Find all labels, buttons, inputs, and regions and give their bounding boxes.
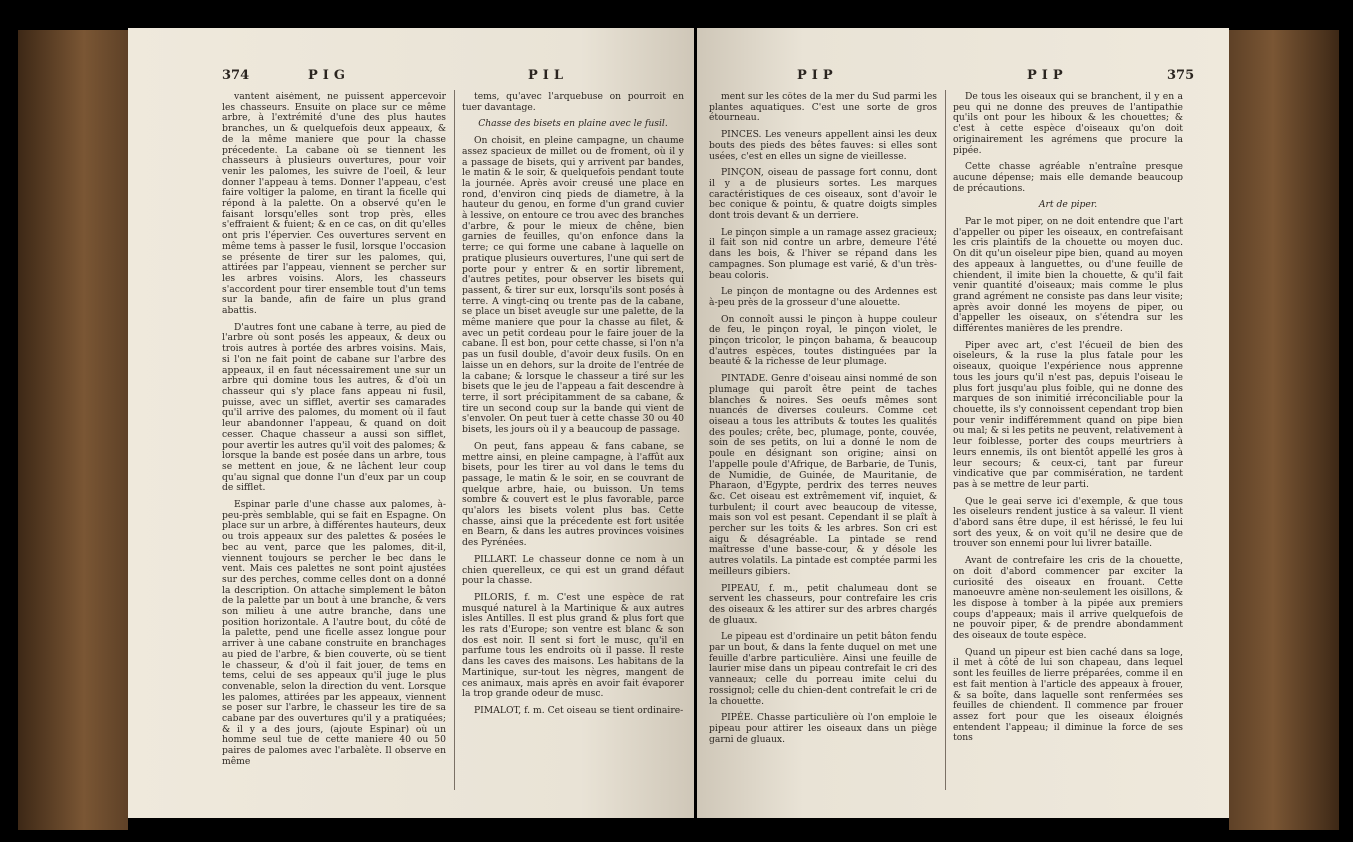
paragraph: Que le geai serve ici d'exemple, & que tous les oiseleurs rendent justice à sa valeur. Il vient d'abord sans être dupe, il est hérissé, le feu lui sort des yeux, & on voit qu'il ne desire que de trouver son ennemi pour lui livrer bataille. [953, 495, 1183, 550]
paragraph: Avant de contrefaire les cris de la chouette, on doit d'abord commencer par exciter la curiosité des oiseaux en frouant. Cette manoeuvre amène non-seulement les oisillons, & les dispose à tomber à la pipée aux premiers coups d'appeaux; mais il arrive quelquefois de ne pouvoir piper, & de prendre abondamment des oiseaux de toute espèce. [953, 555, 1183, 642]
paragraph: Piper avec art, c'est l'écueil de bien des oiseleurs, & la ruse la plus fatale pour les oiseaux, quoique l'expérience nous apprenne tous les jours qu'il n'est pas, depuis l'oiseau le plus fort jusqu'au plus foible, qui ne donne des marques de son inimitié irréconciliable pour la chouette, ils s'y connoissent cependant trop bien pour venir indifféremment quand on pipe bien ou mal; & si les petits ne peuvent, relativement à leur foiblesse, porter des coups meurtriers à leurs ennemis, ils ont bientôt appellé les gros à leur secours; & ceux-ci, tant par fureur vindicative que par commisération, ne tardent pas à se mettre de leur parti. [953, 339, 1183, 490]
paragraph: Le pinçon de montagne ou des Ardennes est à-peu près de la grosseur d'une alouette. [709, 286, 937, 308]
paragraph: vantent aisément, ne puissent appercevoir les chasseurs. Ensuite on place sur ce même arbre, à l'extrémité d'une des plus hautes branches, un & quelquefois deux appeaux, & de la même maniere que pour la chasse précedente. La cabane où se tiennent les chasseurs à plusieurs ouvertures, pour voir venir les palomes, les suivre de l'oeil, & leur donner l'appeau à tems. Donner l'appeau, c'est faire voltiger la palome, en tirant la ficelle qui répond à la palette. On a observé qu'en le faisant lorsqu'elles sont trop près, elles s'effraient & fuient; & en ce cas, on dit qu'elles ont pris l'épervier. Ces ouvertures servent en même tems à passer le fusil, lorsque l'occasion se présente de tirer sur les palomes, qui, attirées par l'appeau, viennent se percher sur les arbres voisins. Alors, les chasseurs s'accordent pour tirer ensemble tout d'un tems sur la bande, afin de faire un plus grand abattis. [222, 92, 446, 317]
paragraph: PINTADE. Genre d'oiseau ainsi nommé de son plumage qui paroît être peint de taches blanches & noires. Ses oeufs mêmes sont nuancés de diverses couleurs. Comme cet oiseau a tous les attributs & toutes les qualités des poules; crête, bec, plumage, ponte, couvée, soin de ses petits, on lui a donné le nom de poule en désignant son origine; ainsi on l'appelle poule d'Afrique, de Barbarie, de Tunis, de Numidie, de Guinée, de Mauritanie, de Pharaon, d'Egypte, perdrix des terres neuves &c. Cet oiseau est extrêmement vif, inquiet, & turbulent; il court avec beaucoup de vitesse, mais son vol est pesant. Cependant il se plaît à percher sur les toits & les arbres. Son cri est aigu & désagréable. La pintade se rend maîtresse d'une basse-cour, & y désole les autres volatils. La pintade est comptée parmi les meilleurs gibiers. [709, 373, 937, 577]
running-header-left: PIG [308, 68, 350, 83]
paragraph: On peut, fans appeau & fans cabane, se mettre ainsi, en pleine campagne, à l'affût aux bisets, pour les tirer au vol dans le tems du passage, le matin & le soir, en se couvrant de quelque arbre, haie, ou buisson. Un tems sombre & couvert est le plus favorable, parce qu'alors les bisets volent plus bas. Cette chasse, ainsi que la précedente est fort usitée en Bearn, & dans les autres provinces voisines des Pyrénées. [462, 440, 684, 549]
paragraph: De tous les oiseaux qui se branchent, il y en a peu qui ne donne des preuves de l'antipathie qu'ils ont pour les hiboux & les chouettes; & c'est à cette espèce d'oiseaux qu'on doit originairement les agrémens que procure la pipée. [953, 92, 1183, 156]
column-rule [454, 90, 455, 790]
right-cover-edge [1229, 30, 1339, 830]
paragraph: PINÇON, oiseau de passage fort connu, dont il y a de plusieurs sortes. Les marques caractéristiques de ces oiseaux, sont d'avoir le bec conique & pointu, & quatre doigts simples dont trois devant & un derriere. [709, 167, 937, 222]
paragraph: Cette chasse agréable n'entraîne presque aucune dépense; mais elle demande beaucoup de précautions. [953, 161, 1183, 194]
paragraph: PINCES. Les veneurs appellent ainsi les deux bouts des pieds des bêtes fauves: si elles sont usées, c'est en elles un signe de vieillesse. [709, 129, 937, 162]
paragraph: Le pipeau est d'ordinaire un petit bâton fendu par un bout, & dans la fente duquel on met une feuille d'arbre particulière. Ainsi une feuille de laurier mise dans un pipeau contrefait le cri des vanneaux; celle du porreau imite celui du rossignol; celle du chien-dent contrefait le cri de la chouette. [709, 631, 937, 707]
paragraph: Le pinçon simple a un ramage assez gracieux; il fait son nid contre un arbre, demeure l'été dans les bois, & l'hiver se répand dans les campagnes. Son plumage est varié, & d'un très-beau coloris. [709, 226, 937, 281]
paragraph: tems, qu'avec l'arquebuse on pourroit en tuer davantage. [462, 92, 684, 113]
column-rule [945, 90, 946, 790]
paragraph: ment sur les côtes de la mer du Sud parmi les plantes aquatiques. C'est une sorte de gros étourneau. [709, 92, 937, 124]
paragraph: Par le mot piper, on ne doit entendre que l'art d'appeller ou piper les oiseaux, en contrefaisant les cris plaintifs de la chouette ou moyen duc. On dit qu'un oiseleur pipe bien, quand au moyen des appeaux à languettes, ou d'une feuille de chiendent, il imite bien la chouette, & qu'il fait venir quantité d'oiseaux; mais comme le plus grand agrément ne consiste pas dans leur visite; après avoir donné les moyens de piper, ou d'appeller les oiseaux, on s'étendra sur les différentes manières de les prendre. [953, 216, 1183, 335]
paragraph: D'autres font une cabane à terre, au pied de l'arbre où sont posés les appeaux, & deux ou trois autres à portée des arbres voisins. Mais, si l'on ne fait point de cabane sur l'arbre des appeaux, il en faut nécessairement une sur un arbre qui domine tous les autres, & d'où un chasseur qui s'y place fans appeau ni fusil, puisse, avec un sifflet, avertir ses camarades qu'il arrive des palomes, du moment où il faut leur abandonner l'appeau, & quand on doit cesser. Chaque chasseur a aussi son sifflet, pour avertir les autres qu'il voit des palomes; & lorsque la bande est posée dans un arbre, tous se mettent en joue, & ne lâchent leur coup qu'au signal que donne l'un d'eux par un coup de sifflet. [222, 321, 446, 494]
running-header-left: PIP [797, 68, 838, 83]
left-cover-edge [18, 30, 128, 830]
paragraph: On choisit, en pleine campagne, un chaume assez spacieux de millet ou de froment, où il y a passage de bisets, qui y arrivent par bandes, le matin & le soir, & quelquefois pendant toute la journée. Après avoir creusé une place en rond, d'environ cinq pieds de diametre, à la hauteur du genou, en forme d'un grand cuvier à lessive, on entoure ce trou avec des branches d'arbre, & pour le mieux de chêne, bien garnies de feuilles, qu'on enfonce dans la terre; ce qui forme une cabane à laquelle on pratique plusieurs ouvertures, l'une qui sert de porte pour y entrer & en sortir librement, d'autres petites, pour observer les bisets qui passent, & tirer sur eux, lorsqu'ils sont posés à terre. A vingt-cinq ou trente pas de la cabane, se place un biset aveugle sur une palette, de la même maniere que pour la chasse au filet, & avec un petit cordeau pour le faire jouer de la cabane. Il est bon, pour cette chasse, si l'on n'a pas un fusil double, d'avoir deux fusils. On en laisse un en dehors, sur la droite de l'entrée de la cabane; & lorsque le chasseur a tiré sur les bisets que le jeu de l'appeau a fait descendre à terre, il sort précipitamment de sa cabane, & tire un second coup sur la bande qui vient de s'envoler. On peut tuer à cette chasse 30 ou 40 bisets, les jours où il y a beaucoup de passage. [462, 135, 684, 436]
paragraph: PIPEAU, f. m., petit chalumeau dont se servent les chasseurs, pour contrefaire les cris des oiseaux & les attirer sur des arbres chargés de gluaux. [709, 582, 937, 626]
right-page-column-2 [953, 92, 1183, 792]
running-header-right: PIL [528, 68, 568, 83]
page-number-left: 374 [222, 68, 250, 83]
paragraph: PIMALOT, f. m. Cet oiseau se tient ordinaire- [474, 704, 684, 716]
right-page [697, 28, 1229, 818]
paragraph: PILORIS, f. m. C'est une espèce de rat musqué naturel à la Martinique & aux autres isles Antilles. Il est plus grand & plus fort que les rats d'Europe; son ventre est blanc & son dos est noir. Il sent si fort le musc, qu'il en parfume tous les endroits où il passe. Il reste dans les caves des maisons. Les habitans de la Martinique, sur-tout les nègres, mangent de ces animaux, mais après en avoir fait évaporer la trop grande odeur de musc. [462, 591, 684, 700]
left-page-column-2 [462, 92, 684, 792]
section-heading: Art de piper. [1038, 199, 1098, 211]
right-page-column-1 [709, 92, 937, 792]
page-number-right: 375 [1167, 68, 1195, 83]
running-header-right: PIP [1027, 68, 1068, 83]
left-page [128, 28, 694, 818]
paragraph: PIPÉE. Chasse particulière où l'on emploie le pipeau pour attirer les oiseaux dans un piège garni de gluaux. [709, 712, 937, 745]
paragraph: PILLART. Le chasseur donne ce nom à un chien querelleux, ce qui est un grand défaut pour la chasse. [462, 553, 684, 587]
left-page-column-1 [222, 92, 446, 792]
paragraph: Espinar parle d'une chasse aux palomes, à-peu-près semblable, qui se fait en Espagne. On place sur un arbre, à différentes hauteurs, deux ou trois appeaux sur des palettes & posées le bec au vent, parce que les palomes, dit-il, viennent toujours se percher le bec dans le vent. Mais ces palettes ne sont point ajustées sur des perches, comme celles dont on a donné la description. On attache simplement le bâton de la palette par un bout à une branche, & vers son milieu à une autre branche, dans une position horizontale. A l'autre bout, du côté de la palette, pend une ficelle assez longue pour arriver à une cabane construite en branchages au pied de l'arbre, & bien couverte, où se tient le chasseur, & d'où il fait jouer, de tems en tems, celui de ses appeaux qu'il juge le plus convenable, selon la direction du vent. Lorsque les palomes, attirées par les appeaux, viennent se poser sur l'arbre, le chasseur les tire de sa cabane par des ouvertures qu'il y a pratiquées; & il y a des jours, (ajoute Espinar) où un homme seul tue de cette maniere 40 ou 50 paires de palomes avec l'arbalète. Il observe en même [222, 499, 446, 767]
paragraph: On connoît aussi le pinçon à huppe couleur de feu, le pinçon royal, le pinçon violet, le pinçon tricolor, le pinçon bahama, & beaucoup d'autres espèces, toutes distinguées par la beauté & la richesse de leur plumage. [709, 313, 937, 368]
section-heading: Chasse des bisets en plaine avec le fusil. [478, 118, 668, 130]
paragraph: Quand un pipeur est bien caché dans sa loge, il met à côté de lui son chapeau, dans lequel sont les feuilles de lierre préparées, comme il en est fait mention à l'article des appeaux à frouer, & sa boîte, dans laquelle sont renfermées ses feuilles de chiendent. Il commence par frouer assez fort pour que les oiseaux éloignés entendent l'appeau; il diminue la force de ses tons [953, 646, 1183, 744]
